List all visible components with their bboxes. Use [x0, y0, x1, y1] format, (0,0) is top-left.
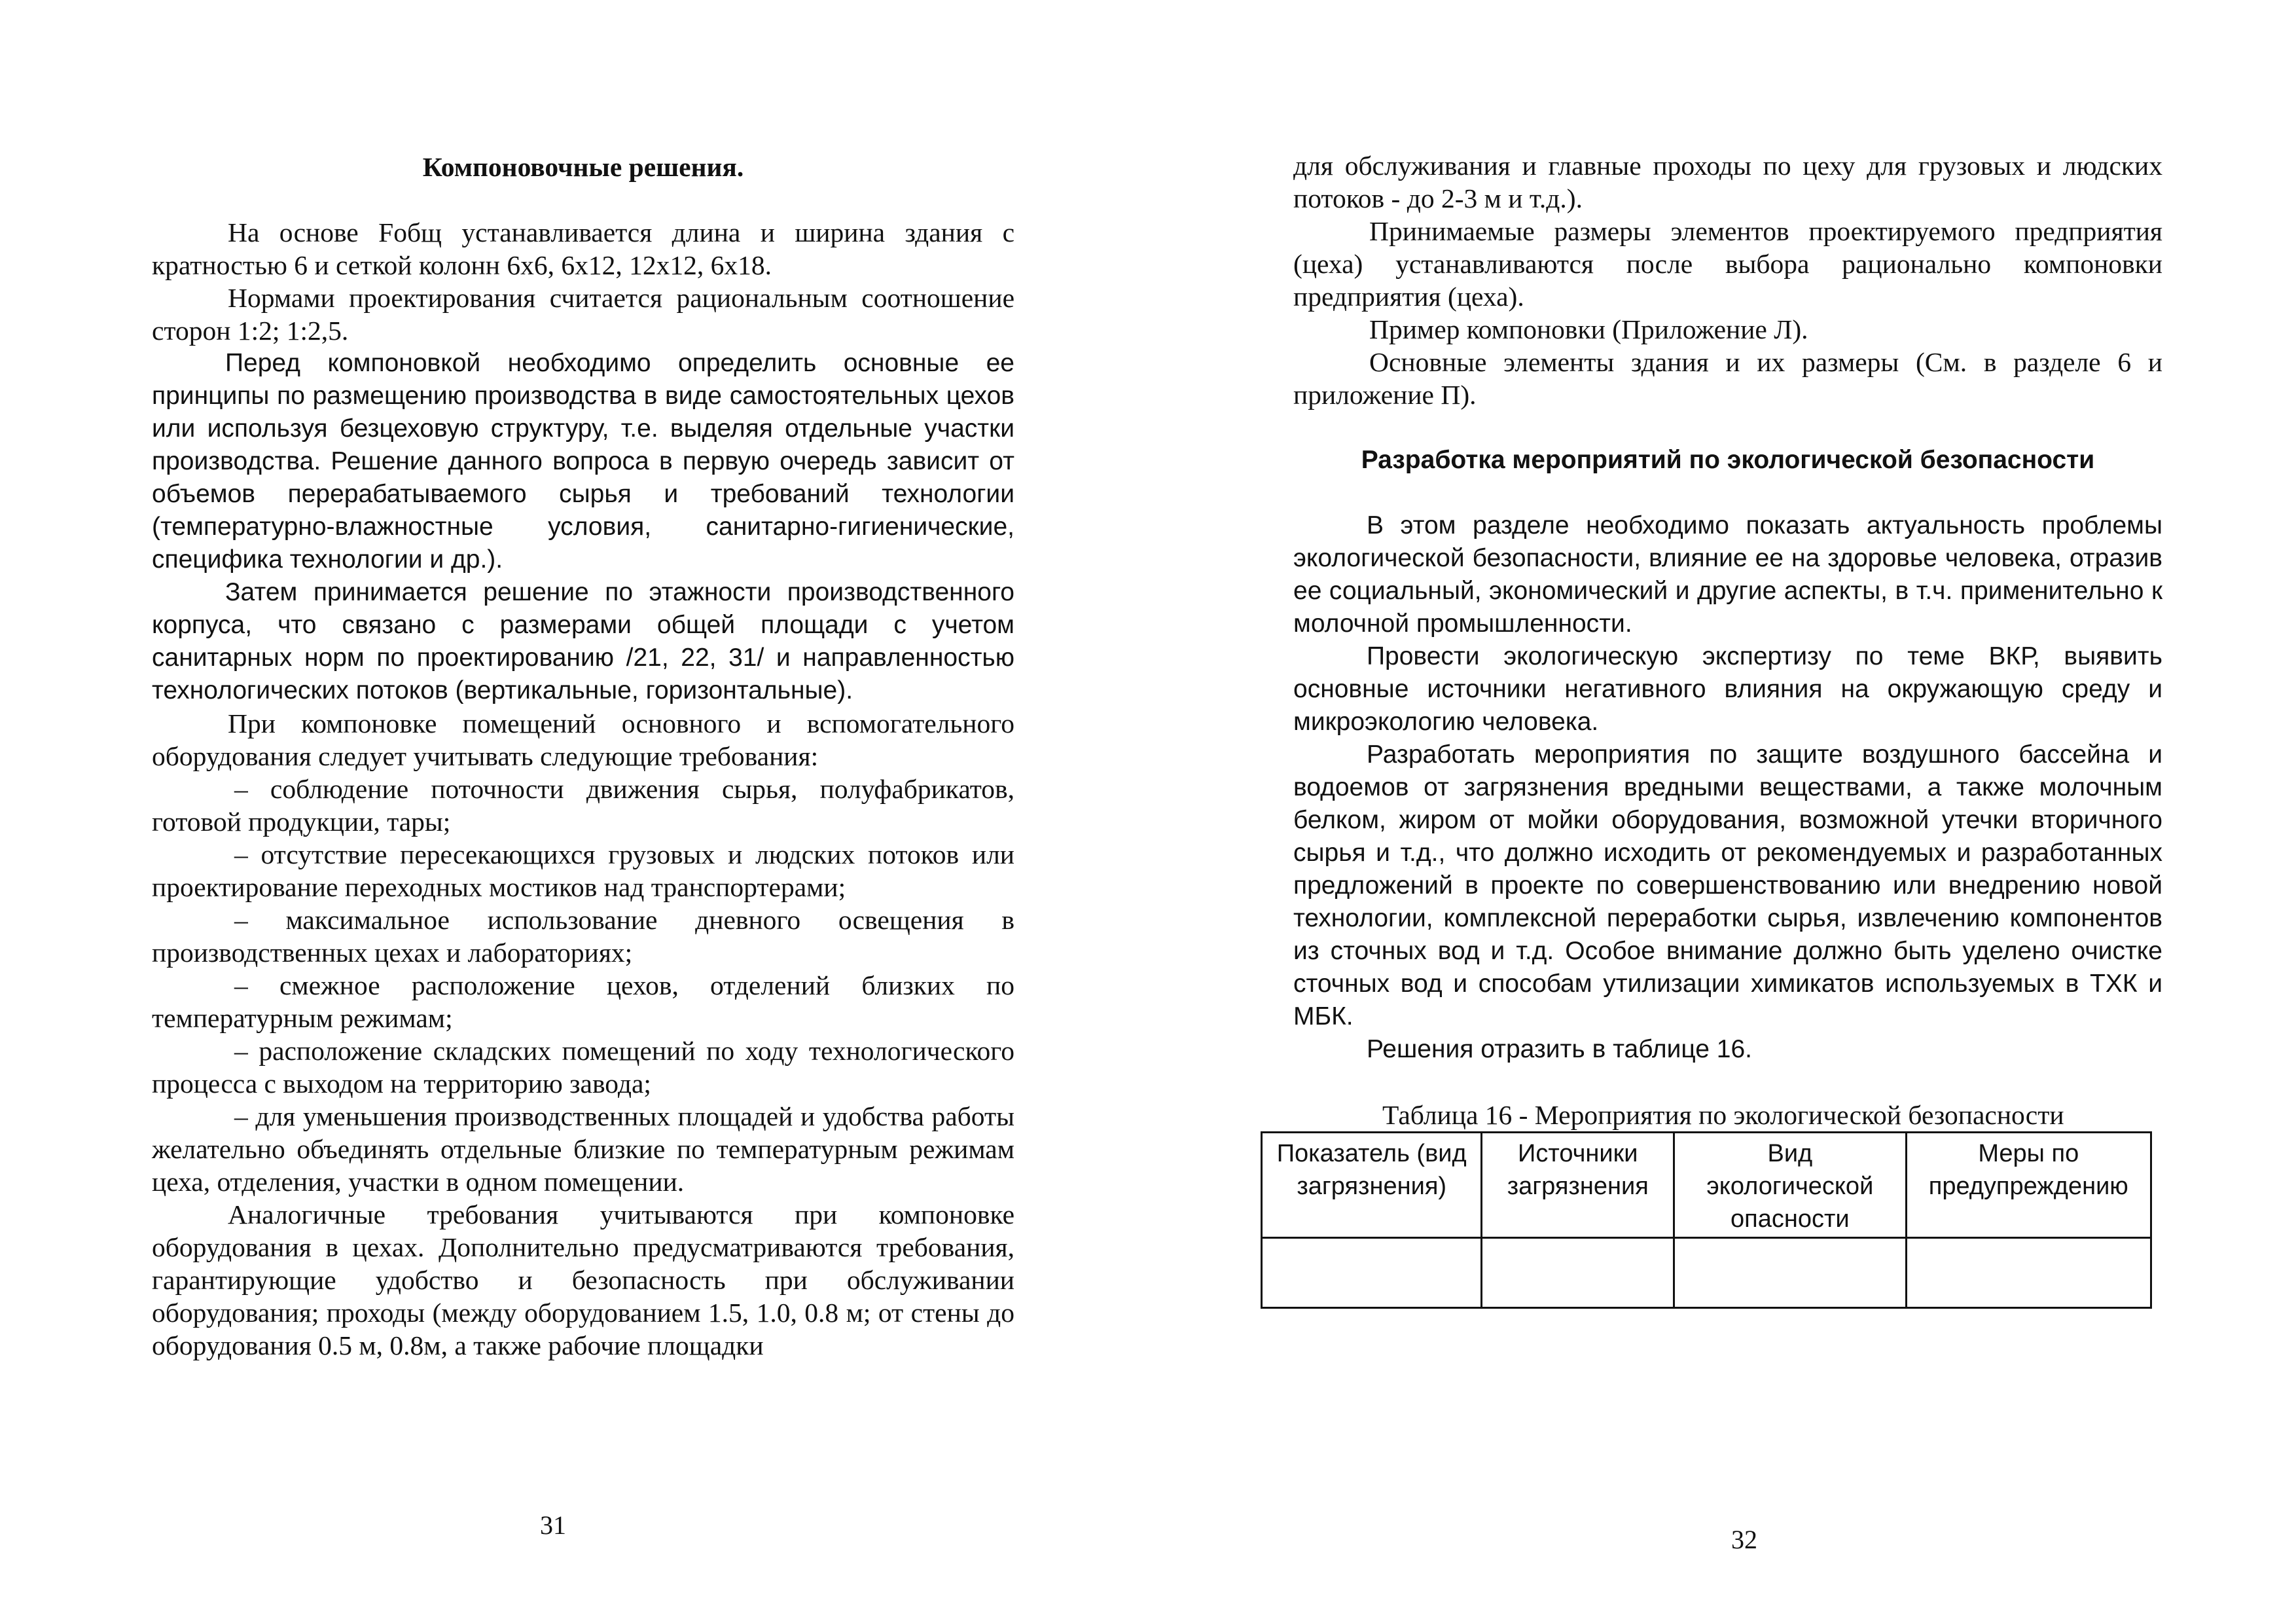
column-header: Источники загрязнения: [1482, 1133, 1674, 1238]
ecology-measures-table: [1261, 1131, 2152, 1309]
table-cell: [1906, 1238, 2151, 1308]
table-cell: [1482, 1238, 1674, 1308]
paragraph: Разработать мероприятия по защите воздушного бассейна и водоемов от загрязнения вредными веществами, а также молочным белком, жиром от мойки оборудования, возможной утечки вторичного сырья и т.д., что должно исходить от рекомендуемых и разработанных предложений в проекте по совершенствованию или внедрению новой технологии, комплексной переработки сырья, извлечению компонентов из сточных вод и т.д. Особое внимание должно быть уделено очистке сточных вод и способам утилизации химикатов используемых в ТХК и МБК.: [1293, 740, 2162, 1030]
column-header: Меры по предупреждению: [1906, 1133, 2151, 1238]
paragraph: Провести экологическую экспертизу по теме ВКР, выявить основные источники негативного влияния на окружающую среду и микроэкологию человека.: [1293, 642, 2162, 736]
list-item: – для уменьшения производственных площадей и удобства работы желательно объединять отдельные близкие по температурным режимам цеха, отделения, участки в одном помещении.: [152, 1101, 1014, 1197]
paragraph: Перед компоновкой необходимо определить основные ее принципы по размещению производства в виде самостоятельных цехов или используя безцеховую структуру, т.е. выделяя отдельные участки производства. Решение данного вопроса в первую очередь зависит от объемов перерабатываемого сырья и требований технологии (температурно-влажностные условия, санитарно-гигиенические, специфика технологии и др.).: [152, 349, 1014, 574]
paragraph: На основе Fобщ устанавливается длина и ширина здания с кратностью 6 и сеткой колонн 6х6, 6х12, 12х12, 6х18.: [152, 217, 1014, 280]
table-cell: [1262, 1238, 1482, 1308]
paragraph: Аналогичные требования учитываются при компоновке оборудования в цехах. Дополнительно предусматриваются требования, гарантирующие удобство и безопасность при обслуживании оборудования; проходы (между оборудованием 1.5, 1.0, 0.8 м; от стены до оборудования 0.5 м, 0.8м, а также рабочие площадки: [152, 1199, 1014, 1360]
table-caption: Таблица 16 - Мероприятия по экологической безопасности: [1382, 1100, 2064, 1130]
section-heading-ecology: Разработка мероприятий по экологической безопасности: [1361, 446, 2095, 474]
column-header: Показатель (вид загрязнения): [1262, 1133, 1482, 1238]
list-item: – отсутствие пересекающихся грузовых и людских потоков или проектирование переходных мостиков над транспортерами;: [152, 839, 1014, 902]
paragraph: Решения отразить в таблице 16.: [1367, 1035, 1752, 1063]
table-cell: [1674, 1238, 1906, 1308]
paragraph: В этом разделе необходимо показать актуальность проблемы экологической безопасности, влияние ее на здоровье человека, отразив ее социальный, экономический и другие аспекты, в т.ч. применительно к молочной промышленности.: [1293, 511, 2162, 638]
table-header-row: [1262, 1133, 2151, 1238]
list-item: – максимальное использование дневного освещения в производственных цехах и лабораториях;: [152, 905, 1014, 968]
list-item: – смежное расположение цехов, отделений близких по температурным режимам;: [152, 970, 1014, 1033]
paragraph: Принимаемые размеры элементов проектируемого предприятия (цеха) устанавливаются после выбора рационально компоновки предприятия (цеха).: [1293, 216, 2162, 312]
right-page: [1148, 0, 2296, 1623]
paragraph: для обслуживания и главные проходы по цеху для грузовых и людских потоков - до 2-3 м и т.д.).: [1293, 151, 2162, 213]
paragraph: Нормами проектирования считается рациональным соотношение сторон 1:2; 1:2,5.: [152, 283, 1014, 346]
table-row: [1262, 1238, 2151, 1308]
paragraph: При компоновке помещений основного и вспомогательного оборудования следует учитывать следующие требования:: [152, 708, 1014, 771]
left-page-text: [152, 151, 1014, 1362]
paragraph: Основные элементы здания и их размеры (См. в разделе 6 и приложение П).: [1293, 347, 2162, 410]
paragraph: Затем принимается решение по этажности производственного корпуса, что связано с размерами общей площади с учетом санитарных норм по проектированию /21, 22, 31/ и направленностью технологических потоков (вертикальные, горизонтальные).: [152, 578, 1014, 704]
column-header: Вид экологической опасности: [1674, 1133, 1906, 1238]
page-number: 31: [540, 1510, 566, 1540]
right-page-text: [1276, 149, 2162, 1309]
section-heading-layout: Компоновочные решения.: [422, 152, 744, 182]
list-item: – расположение складских помещений по ходу технологического процесса с выходом на территорию завода;: [152, 1036, 1014, 1099]
list-item: – соблюдение поточности движения сырья, полуфабрикатов, готовой продукции, тары;: [152, 774, 1014, 837]
page-number: 32: [1731, 1525, 1757, 1554]
paragraph: Пример компоновки (Приложение Л).: [1369, 314, 1808, 344]
